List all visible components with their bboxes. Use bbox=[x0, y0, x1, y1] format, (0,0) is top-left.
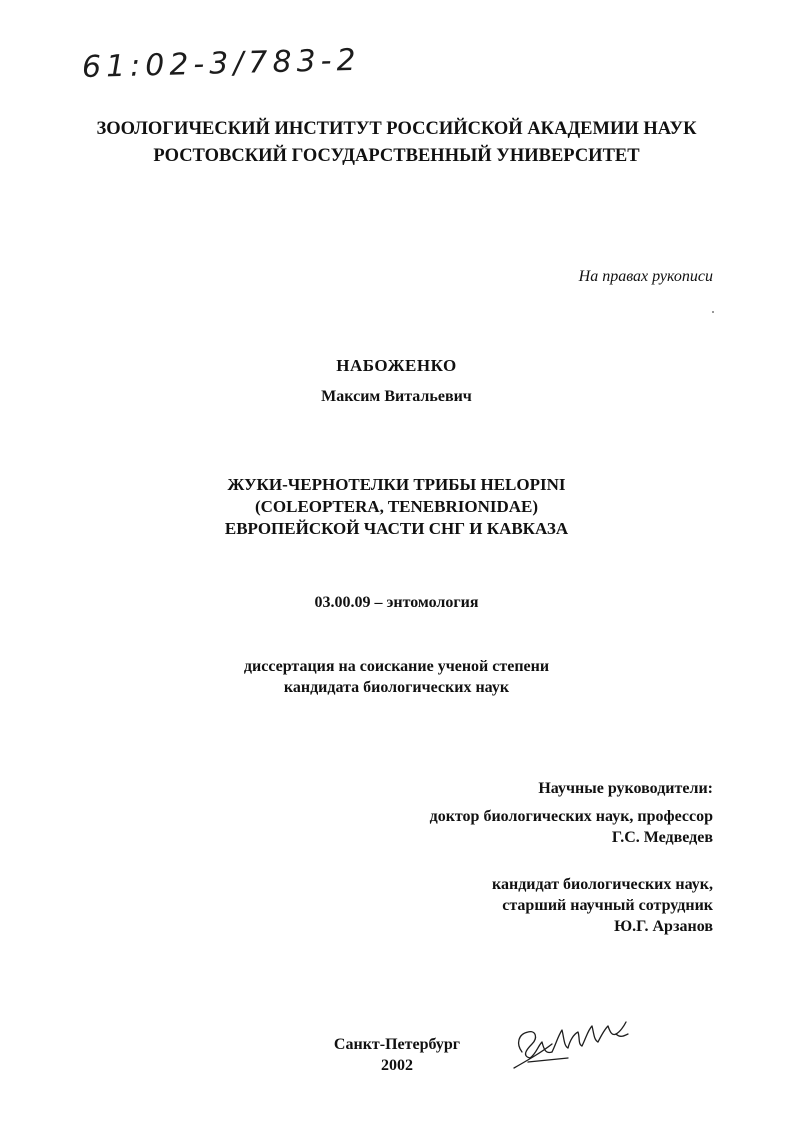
place-year-value: 2002 bbox=[381, 1057, 413, 1074]
author-surname: НАБОЖЕНКО bbox=[336, 356, 457, 375]
handwritten-archive-code: 61:02-3/783-2 bbox=[81, 42, 362, 85]
author-given-names: Максим Витальевич bbox=[321, 388, 472, 405]
institutions-header bbox=[0, 116, 793, 170]
supervisor-second-position: старший научный сотрудник bbox=[502, 897, 713, 914]
title-line-3: ЕВРОПЕЙСКОЙ ЧАСТИ СНГ И КАВКАЗА bbox=[224, 519, 569, 538]
supervisors-heading: Научные руководители: bbox=[538, 780, 713, 797]
institution-line-1: ЗООЛОГИЧЕСКИЙ ИНСТИТУТ РОССИЙСКОЙ АКАДЕМИИ НАУК bbox=[96, 119, 697, 139]
place-and-year bbox=[317, 1034, 477, 1076]
supervisor-first bbox=[430, 806, 713, 848]
degree-statement bbox=[0, 656, 793, 698]
supervisor-first-title: доктор биологических наук, профессор bbox=[429, 808, 713, 825]
supervisor-second-degree: кандидат биологических наук, bbox=[492, 876, 713, 893]
specialty-code: 03.00.09 – энтомология bbox=[314, 594, 479, 611]
supervisor-first-name: Г.С. Медведев bbox=[611, 829, 713, 846]
place-city: Санкт-Петербург bbox=[333, 1036, 461, 1053]
dissertation-title bbox=[0, 474, 793, 540]
handwritten-signature-icon bbox=[508, 1004, 648, 1084]
supervisor-second-name: Ю.Г. Арзанов bbox=[614, 918, 713, 935]
degree-line-1: диссертация на соискание ученой степени bbox=[243, 658, 550, 675]
title-line-2: (COLEOPTERA, TENEBRIONIDAE) bbox=[254, 497, 539, 516]
scan-speck bbox=[712, 311, 714, 313]
title-line-1: ЖУКИ-ЧЕРНОТЕЛКИ ТРИБЫ HELOPINI bbox=[227, 475, 566, 494]
institution-line-2: РОСТОВСКИЙ ГОСУДАРСТВЕННЫЙ УНИВЕРСИТЕТ bbox=[153, 146, 640, 166]
manuscript-rights-note: На правах рукописи bbox=[578, 268, 713, 285]
degree-line-2: кандидата биологических наук bbox=[283, 679, 510, 696]
supervisor-second bbox=[492, 874, 713, 937]
